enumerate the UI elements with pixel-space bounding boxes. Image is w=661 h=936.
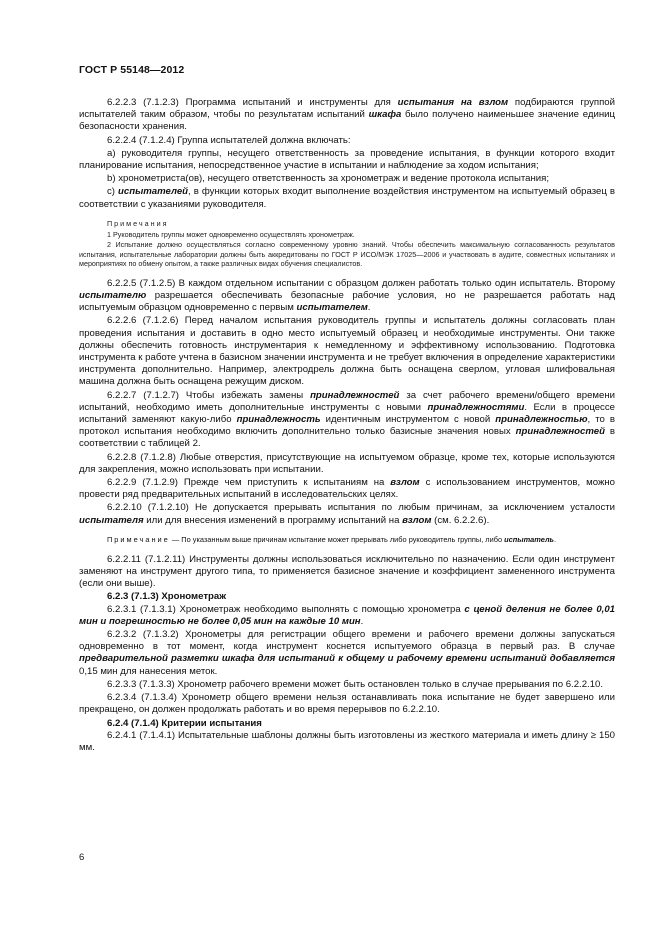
- term-emphasis: испытателем: [296, 302, 368, 314]
- paragraph-6-2-3-3: 6.2.3.3 (7.1.3.3) Хронометр рабочего времени может быть остановлен только в случае прерывания по 6.2.2.10.: [107, 678, 604, 690]
- term-emphasis: испытания на взлом: [397, 97, 509, 108]
- paragraph-6-2-2-7: [79, 390, 615, 451]
- term-emphasis: принадлежность: [236, 414, 321, 426]
- paragraph-6-2-2-4: 6.2.2.4 (7.1.2.4) Группа испытателей должна включать:: [107, 134, 351, 146]
- document-body: [79, 97, 615, 755]
- paragraph-6-2-2-11: 6.2.2.11 (7.1.2.11) Инструменты должны использоваться исключительно по назначению. Если один инструмент заменяют на инструмент другого типа, то применяется базисное значение и коэффициент замененного инструмента (если они выше).: [79, 553, 615, 590]
- paragraph-6-2-4-1: 6.2.4.1 (7.1.4.1) Испытательные шаблоны должны быть изготовлены из жесткого материала и иметь длину ≥ 150 мм.: [79, 729, 615, 753]
- term-emphasis: испытателей: [118, 186, 189, 198]
- document-header: ГОСТ Р 55148—2012: [79, 64, 185, 76]
- term-emphasis: принадлежностей: [515, 426, 605, 438]
- text-run: . Если в процессе испытаний заменяют какую-либо: [79, 401, 615, 426]
- notes-block: [79, 219, 615, 269]
- text-run: разрешается обеспечивать безопасные рабочие условия, но не разрешается работать над испытуемым образцом одновременно с первым: [79, 290, 615, 314]
- text-run: — По указанным выше причинам испытание может прерывать либо руководитель группы, либо: [169, 534, 505, 544]
- page-number: 6: [79, 852, 85, 863]
- term-emphasis: взлом: [402, 514, 432, 526]
- list-item-c: [79, 186, 615, 210]
- text-run: 6.2.3.1 (7.1.3.1) Хронометраж необходимо выполнять с помощью хронометра: [107, 603, 465, 615]
- paragraph-6-2-3-2: [79, 629, 615, 678]
- paragraph-6-2-3-1: [79, 604, 615, 628]
- paragraph-6-2-2-9: [79, 477, 615, 501]
- text-run: 0,15 мин для нанесения меток.: [79, 665, 218, 677]
- text-run: за счет рабочего времени/общего времени испытаний, необходимо иметь дополнительные инструменты с новыми: [79, 389, 615, 413]
- text-run: 6.2.2.10 (7.1.2.10) Не допускается прерывать испытания по любым причинам, за исключением усталости: [107, 502, 615, 514]
- text-run: с): [107, 186, 119, 198]
- term-emphasis: предварительной разметки шкафа для испытаний к общему и рабочему времени испытаний добавляется: [79, 653, 615, 665]
- term-emphasis: принадлежностью: [495, 414, 588, 426]
- paragraph-6-2-2-8: 6.2.2.8 (7.1.2.8) Любые отверстия, присутствующие на испытуемом образце, кроме тех, которые используются для закрепления, можно использовать при испытании.: [79, 451, 615, 475]
- text-run: идентичным инструментом с новой: [320, 414, 496, 426]
- note-1: 1 Руководитель группы может одновременно осуществлять хронометраж.: [107, 230, 355, 240]
- section-heading-6-2-4: 6.2.4 (7.1.4) Критерии испытания: [107, 717, 262, 729]
- text-run: , в функции которых входит выполнение воздействия инструментом на испытуемый образец в соответствии с указаниями руководителя.: [79, 186, 615, 210]
- text-run: (см. 6.2.2.6).: [431, 514, 490, 526]
- text-run: .: [360, 615, 364, 627]
- text-run: , то в протокол испытания необходимо включить дополнительно только базисные значения новых: [79, 414, 615, 438]
- note-inline: [79, 535, 615, 545]
- text-run: .: [553, 534, 557, 544]
- text-run: 6.2.2.7 (7.1.2.7) Чтобы избежать замены: [107, 389, 311, 401]
- text-run: 6.2.2.3 (7.1.2.3) Программа испытаний и инструменты для: [107, 97, 398, 108]
- list-item-a: а) руководителя группы, несущего ответственность за проведение испытания, в функции которого входит планирование испытания, непосредственное участие в испытании и наблюдение за ходом испытания;: [79, 147, 615, 172]
- paragraph-6-2-2-5: [79, 278, 615, 315]
- text-run: 6.2.2.9 (7.1.2.9) Прежде чем приступить к испытаниям на: [107, 477, 391, 489]
- paragraph-6-2-2-6: 6.2.2.6 (7.1.2.6) Перед началом испытания руководитель группы и испытатель должны согласовать план проведения испытания и доставить в одно место испытуемый образец и необходимые инструменты. Они также должны обеспечить готовность инструментария к немедленному и эффективному использованию. Подготовка инструмента к работе учтена в базисном значении инструмента и не требует включения в определение характеристики инструмента дополнительно. Например, электродрель должна быть оснащена сверлом, угловая шлифовальная машина должна быть оснащена режущим диском.: [79, 315, 615, 388]
- text-run: или для внесения изменений в программу испытаний на: [143, 514, 403, 526]
- notes-title: Примечания: [107, 218, 169, 228]
- term-emphasis: шкафа: [368, 109, 402, 121]
- term-emphasis: с ценой деления не более 0,01 мин и погрешностью не более 0,05 мин на каждые 10 мин: [79, 603, 615, 627]
- paragraph-6-2-2-10: [79, 502, 615, 526]
- text-run: подбираются группой испытателей таким образом, чтобы по результатам испытаний: [79, 97, 615, 121]
- term-emphasis: испытатель: [504, 534, 554, 544]
- term-emphasis: взлом: [390, 477, 420, 489]
- term-emphasis: испытателю: [79, 290, 147, 301]
- text-run: 6.2.3.2 (7.1.3.2) Хронометры для регистрации общего времени и рабочего времени должны запускаться одновременно в тот момент, когда инструмент коснется испытуемого образца в первый раз. В случае: [79, 629, 615, 653]
- text-run: 6.2.2.5 (7.1.2.5) В каждом отдельном испытании с образцом должен работать только один испытатель. Второму: [107, 277, 615, 289]
- list-item-b: b) хронометриста(ов), несущего ответственность за хронометраж и ведение протокола испытания;: [107, 173, 550, 185]
- note-2: 2 Испытание должно осуществляться согласно современному уровню знаний. Чтобы обеспечить максимальную согласованность результатов испытания, испытательные лаборатории должны быть аккредитованы по ГОСТ Р ИСО/МЭК 17025—2006 и участвовать в аудите, совместных испытаниях и мероприятиях по обмену опытом, а также различных видах обучения специалистов.: [79, 240, 615, 269]
- text-run: в соответствии с таблицей 2.: [79, 426, 615, 450]
- term-emphasis: принадлежностями: [427, 401, 525, 413]
- text-run: было получено наименьшее значение единиц безопасности хранения.: [79, 109, 615, 133]
- term-emphasis: принадлежностей: [310, 389, 400, 401]
- text-run: .: [367, 302, 371, 314]
- text-run: с использованием инструментов, можно провести ряд предварительных испытаний в исследовательских целях.: [79, 477, 615, 501]
- paragraph-6-2-2-3: [79, 97, 615, 134]
- section-heading-6-2-3: 6.2.3 (7.1.3) Хронометраж: [107, 591, 227, 603]
- term-emphasis: испытателя: [79, 514, 144, 526]
- note-title: Примечание: [107, 534, 170, 544]
- paragraph-6-2-3-4: 6.2.3.4 (7.1.3.4) Хронометр общего времени нельзя останавливать пока испытание не будет завершено или прекращено, он должен продолжать работать и во время перерывов по 6.2.2.10.: [79, 692, 615, 716]
